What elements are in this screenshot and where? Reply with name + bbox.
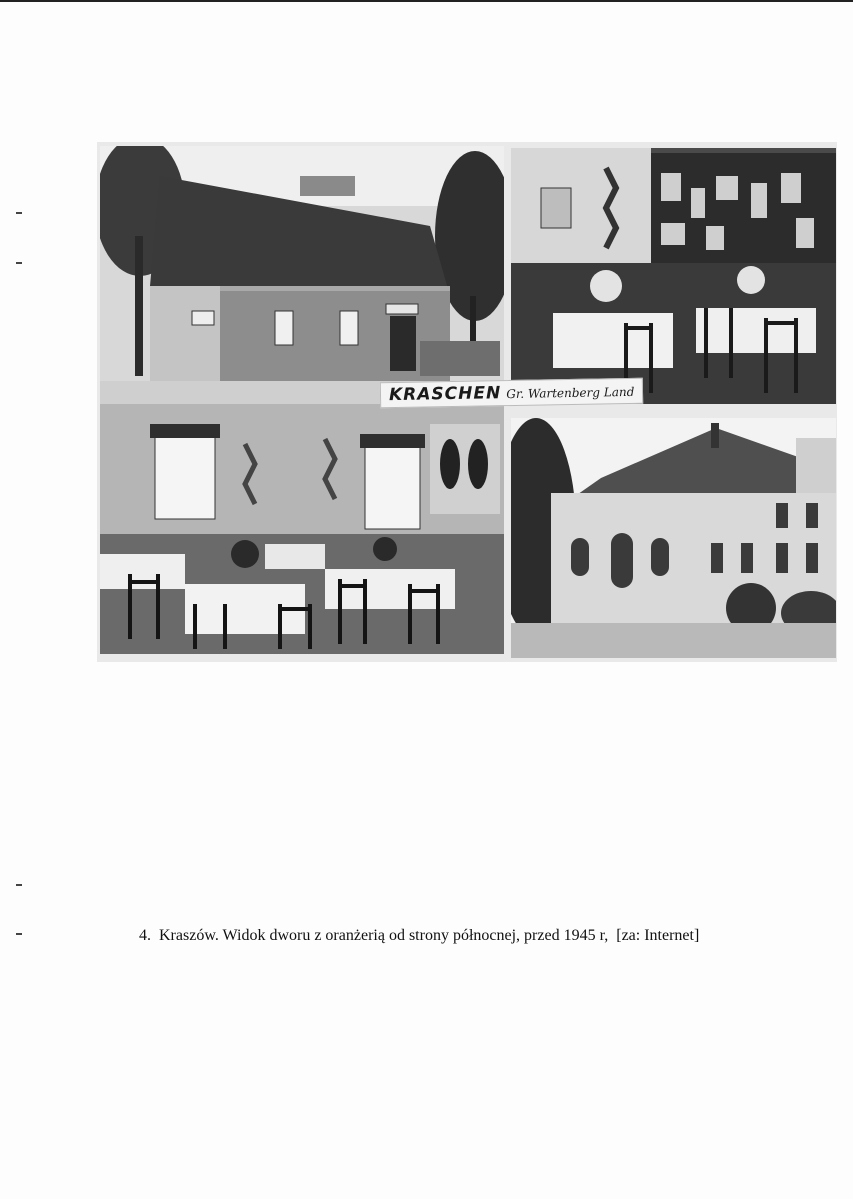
photo-manor-house [511, 418, 836, 658]
photo-dining-room [100, 404, 504, 654]
scan-top-edge [0, 0, 853, 2]
place-name: KRASCHEN [388, 383, 502, 406]
photo-inn-exterior [100, 146, 504, 404]
postcard-place-label [380, 378, 644, 409]
postcard-photo [97, 142, 837, 662]
place-region: Gr. Wartenberg Land [506, 384, 635, 402]
margin-mark [16, 262, 22, 264]
margin-mark [16, 884, 22, 886]
margin-mark [16, 933, 22, 935]
figure-caption [139, 927, 703, 945]
caption-source: [za: Internet] [616, 927, 700, 944]
caption-text: Kraszów. Widok dworu z oranżerią od strony północnej, przed 1945 r, [159, 927, 609, 944]
caption-number: 4. [139, 927, 151, 944]
photo-bar-interior [511, 148, 836, 404]
margin-mark [16, 212, 22, 214]
